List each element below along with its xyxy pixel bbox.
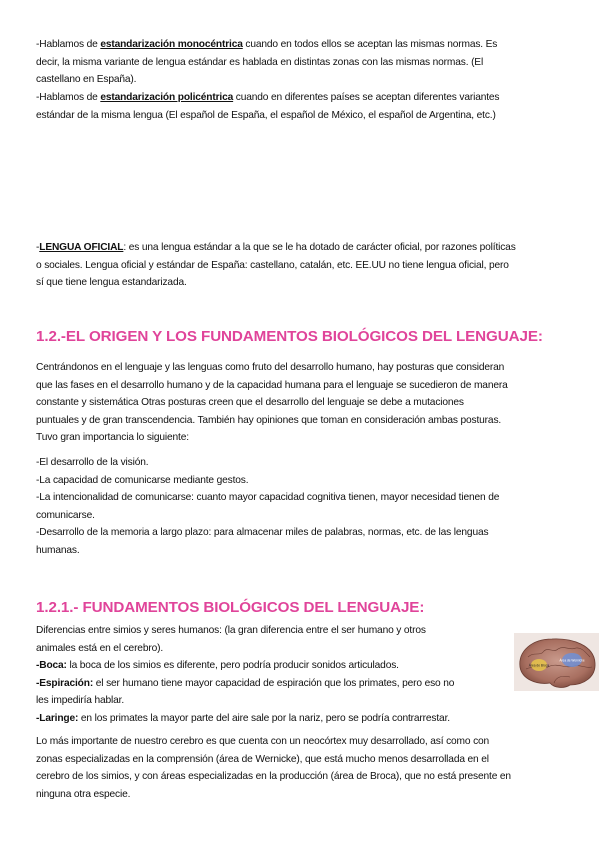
- laringe-line: [36, 710, 566, 728]
- poli-prefix: -Hablamos de: [36, 92, 101, 103]
- poli-paragraph: [36, 89, 566, 124]
- laringe-text: en los primates la mayor parte del aire sale por la nariz, pero se podría contrarrestar.: [78, 712, 450, 724]
- list-item: -La intencionalidad de comunicarse: cuanto mayor capacidad cognitiva tienen, mayor necesidad tienen de: [36, 492, 500, 504]
- poli-term: estandarización policéntrica: [100, 92, 234, 103]
- section-1-2-paragraph: [36, 359, 566, 447]
- closing-line-2: zonas especializadas en la comprensión (área de Wernicke), que está mucho menos desarrollada en el: [36, 753, 489, 765]
- boca-line: [36, 657, 566, 675]
- list-item: -El desarrollo de la visión.: [36, 457, 149, 468]
- closing-line-1: Lo más importante de nuestro cerebro es que cuenta con un neocórtex muy desarrollado, así como con: [36, 736, 490, 747]
- espiracion-line-2: les impediría hablar.: [36, 695, 125, 707]
- section-1-2-list: [36, 454, 566, 560]
- list-item: comunicarse.: [36, 509, 95, 521]
- oficial-paragraph: [36, 239, 566, 292]
- wernicke-label: Área de Wernicke: [559, 658, 585, 663]
- section-1-2-heading: 1.2.-EL ORIGEN Y LOS FUNDAMENTOS BIOLÓGICOS DEL LENGUAJE:: [36, 328, 543, 345]
- section-1-2-line-1: Centrándonos en el lenguaje y las lenguas como fruto del desarrollo humano, hay posturas que consideran: [36, 362, 505, 373]
- mono-paragraph: [36, 36, 566, 89]
- oficial-line-3: sí que tiene lengua estandarizada.: [36, 277, 187, 289]
- mono-term: estandarización monocéntrica: [100, 39, 243, 50]
- brain-image: [514, 633, 599, 691]
- differences-line-1: Diferencias entre simios y seres humanos: (la gran diferencia entre el ser humano y otros: [36, 625, 426, 636]
- broca-label: Área de Broca: [528, 663, 550, 668]
- boca-term: -Boca:: [36, 660, 67, 672]
- list-item: -La capacidad de comunicarse mediante gestos.: [36, 474, 249, 486]
- section-1-2-line-5: Tuvo gran importancia lo siguiente:: [36, 432, 189, 444]
- mono-line-2: decir, la misma variante de lengua estándar es hablada en distintas zonas con las mismas normas. (El: [36, 56, 484, 68]
- poli-line-1: [36, 89, 566, 107]
- mono-line-1-rest: cuando en todos ellos se aceptan las mismas normas. Es: [242, 39, 498, 50]
- poli-line-1-rest: cuando en diferentes países se aceptan diferentes variantes: [233, 92, 500, 103]
- closing-line-3: cerebro de los simios, y con áreas especializadas en la producción (área de Broca), que no está presente en: [36, 771, 511, 783]
- oficial-term: LENGUA OFICIAL: [39, 242, 124, 253]
- laringe-term: -Laringe:: [36, 712, 79, 724]
- oficial-line-1: [36, 239, 566, 257]
- section-1-2-1-heading: 1.2.1.- FUNDAMENTOS BIOLÓGICOS DEL LENGUAJE:: [36, 599, 425, 616]
- oficial-prefix: -: [36, 242, 40, 253]
- boca-text: la boca de los simios es diferente, pero podría producir sonidos articulados.: [66, 660, 399, 672]
- section-1-2-line-4: puntuales y de gran transcendencia. También hay opiniones que toman en consideración ambas posturas.: [36, 414, 502, 426]
- espiracion-line: [36, 675, 566, 693]
- mono-line-1: [36, 36, 566, 54]
- espiracion-text: el ser humano tiene mayor capacidad de espiración que los primates, pero eso no: [93, 677, 455, 689]
- differences-line-2: animales está en el cerebro).: [36, 642, 164, 654]
- oficial-line-1-rest: : es una lengua estándar a la que se le ha dotado de carácter oficial, por razones políticas: [123, 242, 516, 253]
- differences-paragraph: [36, 622, 566, 728]
- mono-line-3: castellano en España).: [36, 74, 137, 86]
- closing-line-4: ninguna otra especie.: [36, 788, 131, 800]
- closing-paragraph: [36, 733, 566, 803]
- oficial-line-2: o sociales. Lengua oficial y estándar de España: castellano, catalán, etc. EE.UU no tiene lengua oficial, pero: [36, 259, 509, 271]
- section-1-2-line-2: que las fases en el desarrollo humano y de la capacidad humana para el lenguaje se sucedieron de manera: [36, 379, 508, 391]
- poli-line-2: estándar de la misma lengua (El español de España, el español de México, el español de Argentina, etc.): [36, 109, 496, 121]
- mono-prefix: -Hablamos de: [36, 39, 101, 50]
- section-1-2-line-3: constante y sistemática Otras posturas creen que el desarrollo del lenguaje se debe a mutaciones: [36, 397, 464, 409]
- list-item: -Desarrollo de la memoria a largo plazo: para almacenar miles de palabras, normas, etc. de las lenguas: [36, 527, 489, 539]
- espiracion-term: -Espiración:: [36, 677, 94, 689]
- list-item: humanas.: [36, 544, 80, 556]
